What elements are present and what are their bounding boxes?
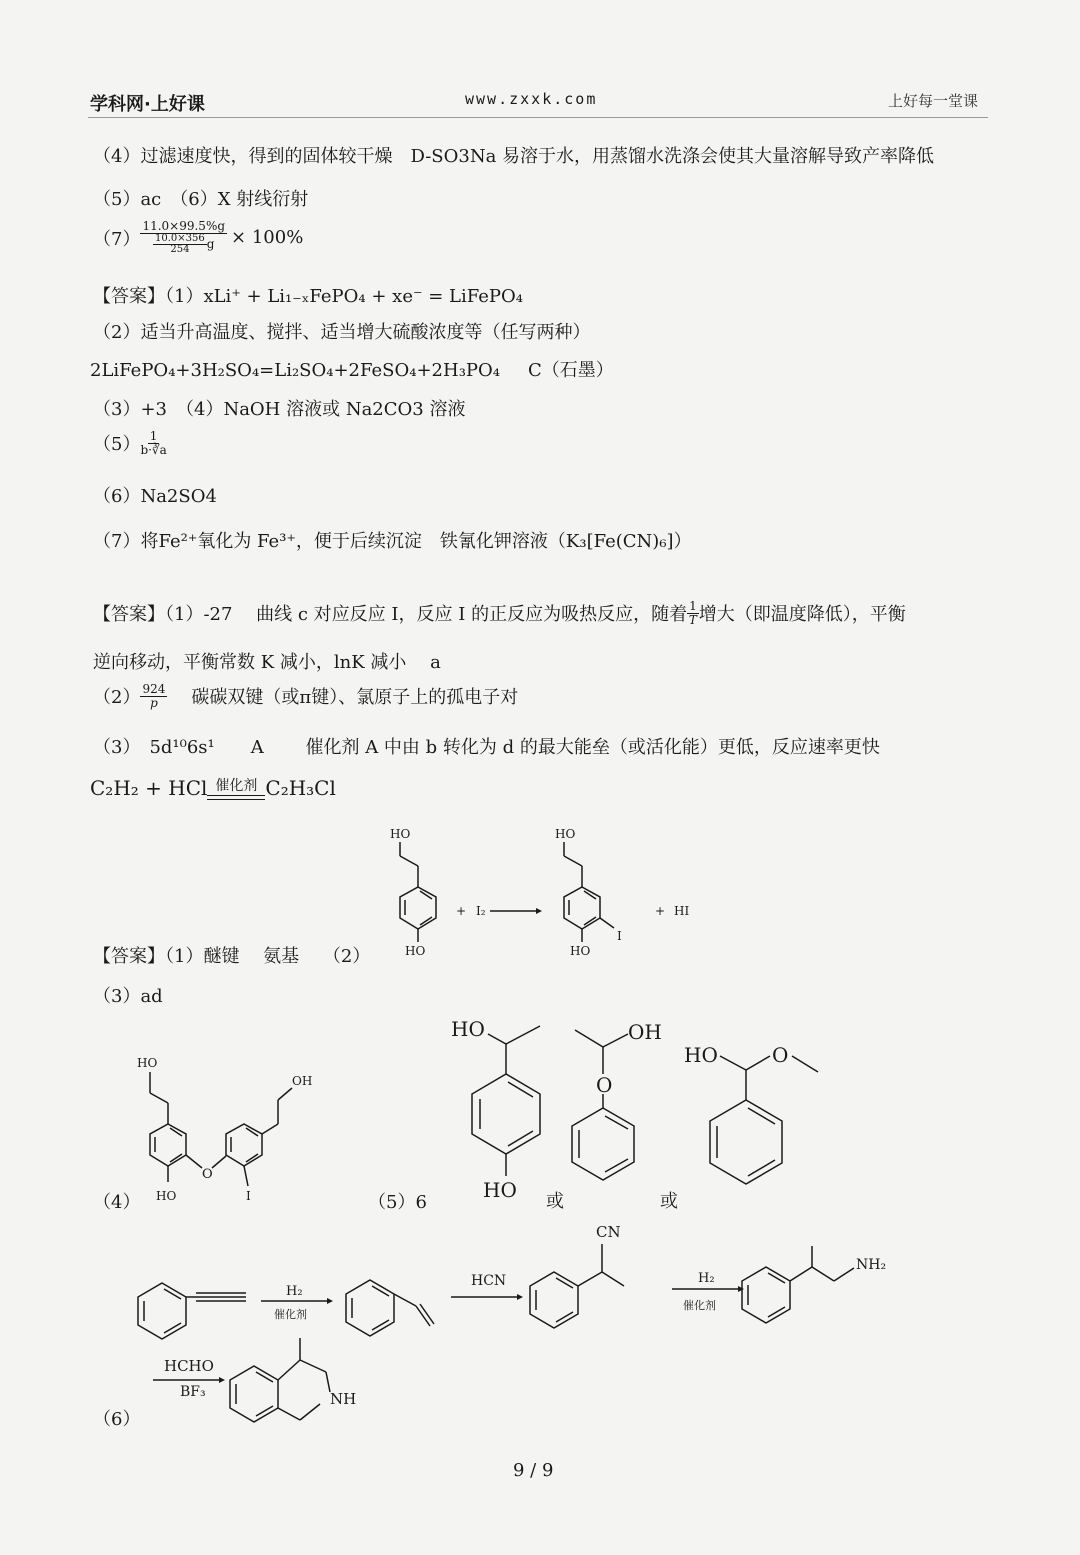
site-url: www.zxxk.com [465,90,598,108]
hydroxyl-label: HO [451,1017,485,1041]
ether-oxygen-label: O [596,1073,613,1097]
nested-numerator: 10.0×356 [155,232,205,244]
answer-line: （3） 5d¹⁰6s¹ A 催化剂 A 中由 b 转化为 d 的最大能垒（或活化能）更低，反应速率更快 [93,737,880,758]
amine-label: NH [330,1390,357,1408]
percent-factor: × 100% [231,227,304,249]
nested-denominator: 254 [170,244,190,256]
electrode-material: C（石墨） [528,360,614,381]
equation: xLi⁺ + Li₁₋ₓFePO₄ + xe⁻ = LiFePO₄ [203,286,523,307]
ether-oxygen-label: O [772,1043,789,1067]
styrene-molecule [346,1280,434,1336]
item-number: （7） [93,228,141,250]
text-segment: 增大（即温度降低），平衡 [698,604,906,626]
amino-label: NH₂ [856,1257,887,1273]
answer-line: 【答案】（1）醚键 氨基 （2） [93,946,371,967]
arrowhead [738,1286,744,1292]
answer-line: （5）ac （6）X 射线衍射 [93,189,309,210]
fraction-denominator: b·∛a [140,442,167,457]
hydroxyl-label: HO [390,827,411,841]
reagent-label: HCHO [164,1357,214,1375]
reactants: C₂H₂ + HCl [90,776,208,800]
product: C₂H₃Cl [265,776,336,800]
equation: 2LiFePO₄+3H₂SO₄=Li₂SO₄+2FeSO₄+2H₃PO₄ [90,360,500,381]
plus-sign: + [456,904,467,918]
or-label: 或 [660,1191,678,1212]
hydroxyl-label: HO [684,1043,718,1067]
answer-line: （3）ad [93,986,163,1007]
hydroxyl-label: OH [292,1074,313,1088]
hydroxyl-label: HO [483,1178,517,1202]
fraction-numerator: 1 [149,429,158,443]
reagent-label: I₂ [476,904,486,918]
answer-line: （3）+3 （4）NaOH 溶液或 Na2CO3 溶液 [93,399,466,420]
answer-line: 逆向移动，平衡常数 K 减小，lnK 减小 a [93,652,441,673]
amine-molecule [742,1246,886,1323]
reagent-label: H₂ [286,1284,303,1299]
product-molecule [555,827,622,958]
iodine-label: I [617,929,622,943]
reactant-molecule [390,827,436,958]
unit: g [206,237,215,252]
answer-line: （4） [93,1192,141,1213]
reagent-label: H₂ [698,1271,715,1286]
page-number: 9 / 9 [513,1460,554,1481]
fraction-denominator: T [688,612,697,627]
hydroxyl-label: OH [628,1020,662,1044]
catalyst-label: 催化剂 [683,1299,716,1312]
hydroxyl-label: HO [156,1189,177,1203]
reagent-label: BF₃ [180,1384,206,1400]
item-number: （5） [93,434,141,456]
arrowhead [517,1294,523,1300]
isomer-molecule-2 [572,1020,662,1180]
plus-sign: + [655,904,666,918]
reagent-label: HCN [471,1273,507,1289]
ether-dimer-molecule [137,1056,312,1203]
nitrile-molecule [530,1223,624,1328]
answer-line: （7）将Fe²⁺氧化为 Fe³⁺，便于后续沉淀 铁氰化钾溶液（K₃[Fe(CN)₆]） [93,531,692,552]
catalyst-label: 催化剂 [215,778,258,794]
arrowhead [536,908,542,914]
answer-label: 【答案】（1） [93,286,204,307]
answer-line: （2）适当升高温度、搅拌、适当增大硫酸浓度等（任写两种） [93,322,591,343]
hydroxyl-label: HO [555,827,576,841]
answer-line: （6）Na2SO4 [93,486,217,507]
fraction-numerator: 11.0×99.5%g [142,219,226,233]
fraction-denominator: p [150,695,158,710]
text-segment: 【答案】（1）-27 曲线 c 对应反应 I，反应 I 的正反应为吸热反应，随着 [93,604,688,626]
isomer-molecule-1 [451,1017,540,1202]
ether-oxygen-label: O [202,1167,213,1182]
site-logo: 学科网·上好课 [90,94,205,115]
hydroxyl-label: HO [570,944,591,958]
hydroxyl-label: HO [405,944,426,958]
fraction-numerator: 1 [689,599,697,613]
isomer-molecule-3 [684,1043,818,1184]
answer-line: （6） [93,1409,141,1430]
benzazepine-molecule [230,1338,356,1422]
phenylacetylene-molecule [138,1283,246,1339]
arrowhead [219,1377,225,1383]
iodine-label: I [246,1189,251,1203]
answer-line: （4）过滤速度快，得到的固体较干燥 D-SO3Na 易溶于水，用蒸馏水洗涤会使其大量溶解导致产率降低 [93,146,935,167]
hydroxyl-label: HO [137,1056,158,1070]
or-label: 或 [546,1191,564,1212]
byproduct-label: HI [674,904,690,918]
item-number: （2） [93,687,141,709]
header-slogan: 上好每一堂课 [888,92,979,110]
catalyst-label: 催化剂 [274,1308,307,1321]
answer-line: （5）6 [368,1192,427,1213]
arrowhead [327,1298,333,1304]
text-segment: 碳碳双键（或π键）、氯原子上的孤电子对 [191,687,519,709]
nitrile-label: CN [596,1223,621,1241]
fraction-numerator: 924 [142,682,166,696]
